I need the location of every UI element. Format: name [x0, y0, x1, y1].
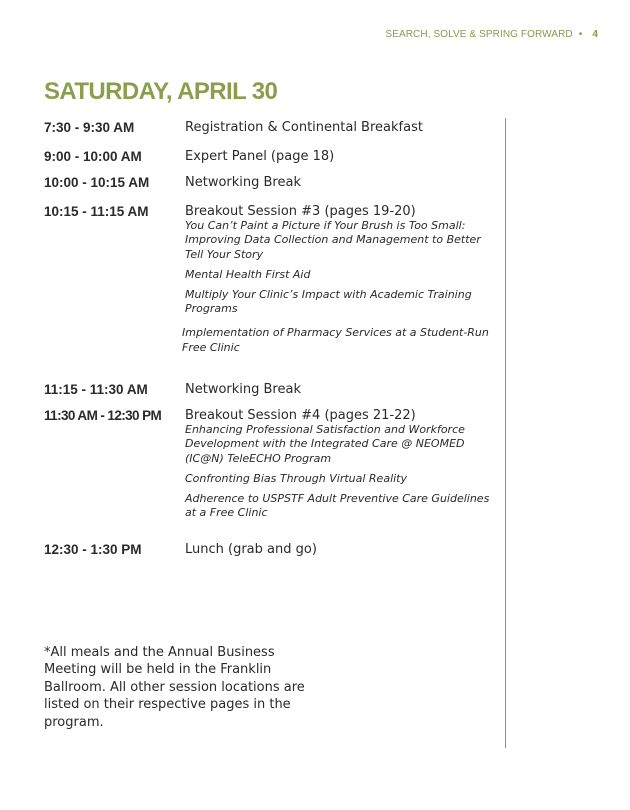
row-time: 11:30 AM - 12:30 PM — [44, 408, 162, 423]
page-number: 4 — [592, 29, 598, 40]
row-label: Breakout Session #3 (pages 19-20) — [185, 204, 416, 219]
footnote: *All meals and the Annual Business Meeting will be held in the Franklin Ballroom. All other session locations are listed on their respective pages in the program. — [44, 645, 305, 730]
row-time: 10:15 - 11:15 AM — [44, 204, 149, 219]
session-title: Adherence to USPSTF Adult Preventive Care Guidelines at a Free Clinic — [185, 491, 490, 520]
session-list — [185, 423, 495, 521]
row-time: 12:30 - 1:30 PM — [44, 542, 142, 557]
session-title: Implementation of Pharmacy Services at a Student-Run Free Clinic — [182, 326, 489, 354]
vertical-rule — [505, 118, 506, 748]
session-list — [182, 219, 495, 355]
session-title: You Can’t Paint a Picture if Your Brush is Too Small: Improving Data Collection and Management to Better Tell Your Story — [185, 219, 481, 261]
row-label: Registration & Continental Breakfast — [185, 120, 423, 135]
session-title: Mental Health First Aid — [185, 267, 311, 281]
row-label: Breakout Session #4 (pages 21-22) — [185, 408, 416, 423]
row-time: 9:00 - 10:00 AM — [44, 149, 142, 164]
session-title: Confronting Bias Through Virtual Reality — [185, 471, 408, 485]
header-separator: • — [578, 29, 583, 40]
row-label: Expert Panel (page 18) — [185, 149, 335, 164]
row-time: 10:00 - 10:15 AM — [44, 175, 150, 190]
row-time: 11:15 - 11:30 AM — [44, 382, 148, 397]
row-time: 7:30 - 9:30 AM — [44, 120, 135, 135]
row-label: Networking Break — [185, 382, 301, 397]
running-header — [385, 29, 598, 40]
day-title: SATURDAY, APRIL 30 — [44, 78, 278, 105]
running-title: SEARCH, SOLVE & SPRING FORWARD — [385, 29, 573, 40]
row-label: Networking Break — [185, 175, 301, 190]
session-title: Multiply Your Clinic’s Impact with Academic Training Programs — [185, 287, 472, 316]
row-label: Lunch (grab and go) — [185, 542, 317, 557]
session-title: Enhancing Professional Satisfaction and Workforce Development with the Integrated Care @ NEOMED (IC@N) TeleECHO Program — [185, 423, 465, 465]
